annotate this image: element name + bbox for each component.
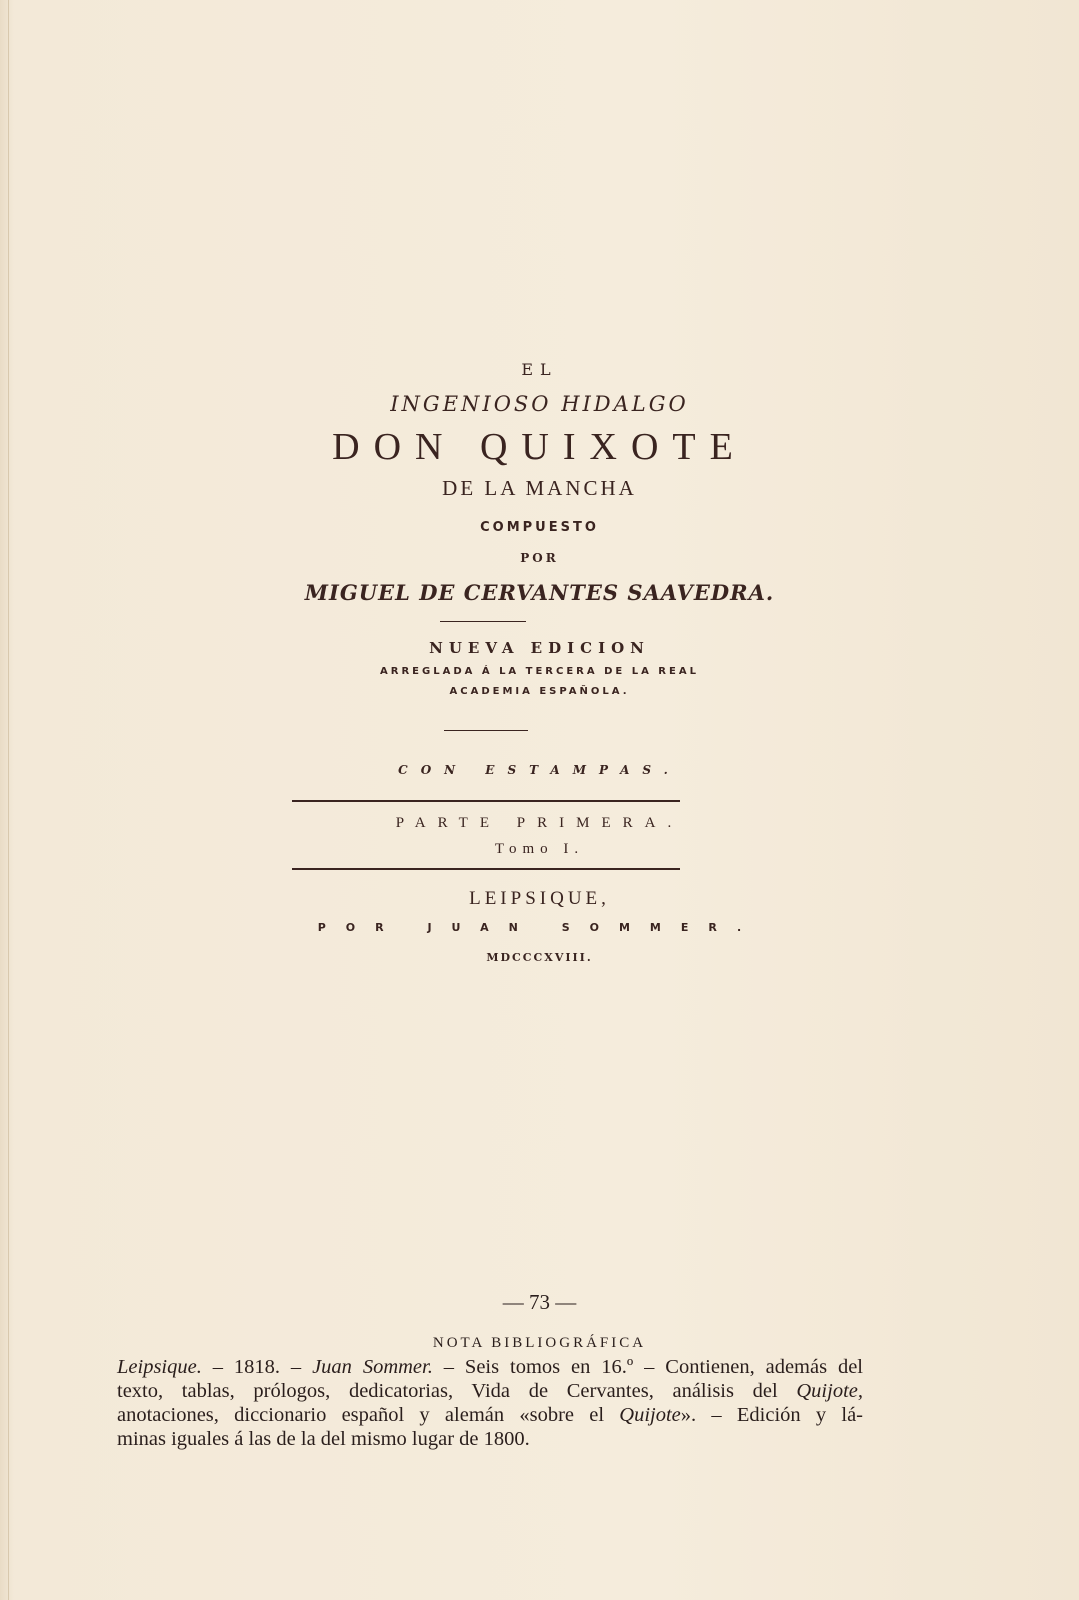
note-body <box>117 1355 863 1451</box>
note-text: anotaciones, diccionario español y alemán «sobre el <box>117 1404 620 1426</box>
note-text: – 1818. – <box>201 1356 313 1378</box>
imprint-year: MDCCCXVIII. <box>486 951 593 964</box>
title-parte-primera: PARTE PRIMERA. <box>395 815 684 831</box>
title-el: EL <box>521 360 558 379</box>
note-line <box>117 1355 863 1379</box>
note-heading: NOTA BIBLIOGRÁFICA <box>432 1335 647 1351</box>
title-ingenioso-hidalgo: INGENIOSO HIDALGO <box>390 392 689 416</box>
imprint-place: LEIPSIQUE, <box>469 888 610 909</box>
title-academia: ACADEMIA ESPAÑOLA. <box>449 686 630 697</box>
note-line <box>117 1379 863 1403</box>
note-text: – Seis tomos en 16.º – Contienen, además del <box>432 1356 864 1378</box>
note-printer: Juan Sommer. <box>312 1356 433 1378</box>
divider-rule-wide <box>292 868 680 870</box>
page-number: — 73 — <box>502 1290 577 1314</box>
note-quijote: Quijote, <box>796 1380 863 1402</box>
title-compuesto: COMPUESTO <box>480 520 599 535</box>
divider-rule <box>444 730 528 731</box>
note-place: Leipsique. <box>117 1356 202 1378</box>
divider-rule-wide <box>292 800 680 802</box>
title-author: MIGUEL DE CERVANTES SAAVEDRA. <box>304 580 775 605</box>
title-tomo: Tomo I. <box>494 841 585 857</box>
title-arreglada: ARREGLADA Á LA TERCERA DE LA REAL <box>380 666 699 677</box>
note-text: ». – Edición y lá- <box>680 1404 863 1426</box>
note-quijote: Quijote <box>619 1404 681 1426</box>
title-don-quixote: DON QUIXOTE <box>332 426 747 468</box>
note-text: texto, tablas, prólogos, dedicatorias, Vida de Cervantes, análisis del <box>117 1380 797 1402</box>
title-por: POR <box>520 551 559 565</box>
note-line <box>117 1403 863 1427</box>
divider-rule <box>440 621 526 622</box>
title-con-estampas: CON ESTAMPAS. <box>398 763 681 777</box>
title-nueva-edicion: NUEVA EDICION <box>429 639 650 657</box>
page-edge-line <box>8 0 9 1600</box>
imprint-printer: POR JUAN SOMMER. <box>317 921 762 934</box>
note-line: minas iguales á las de la del mismo lugar de 1800. <box>117 1428 530 1450</box>
title-de-la-mancha: DE LA MANCHA <box>442 476 637 500</box>
